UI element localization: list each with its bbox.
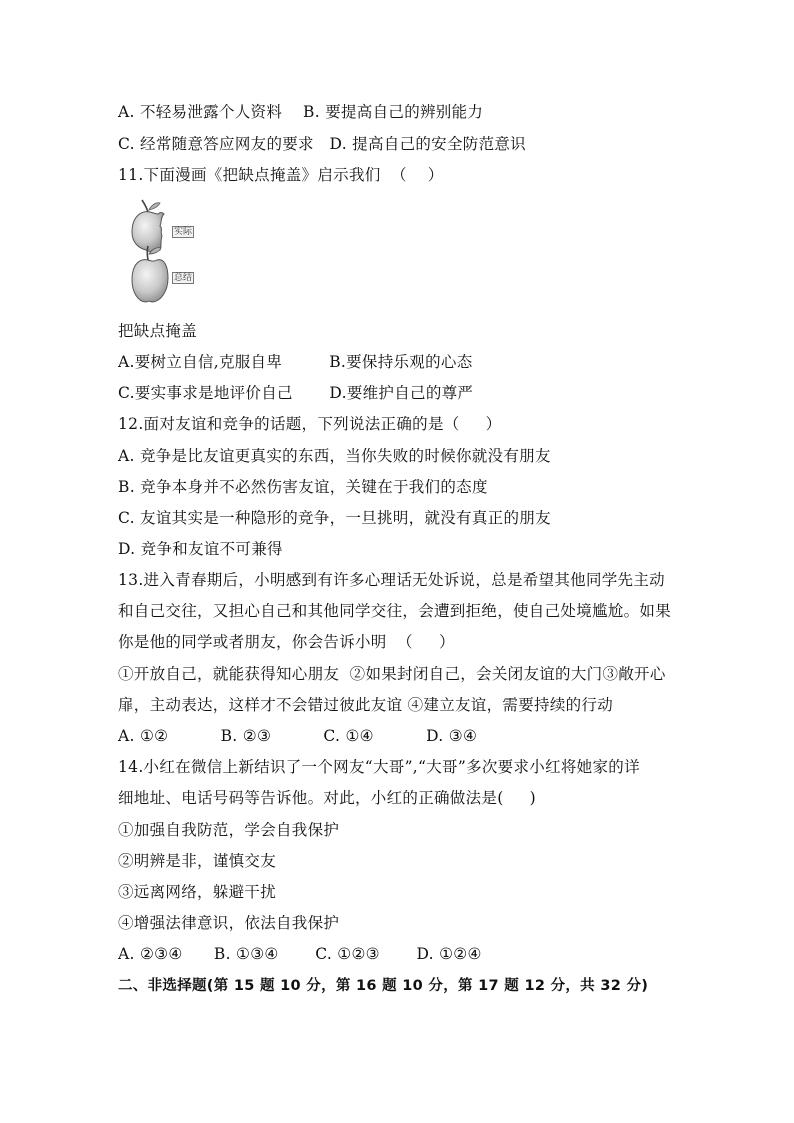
actual-label: 实际: [174, 227, 193, 237]
q11-options-ab: A.要树立自信,克服自卑 B.要保持乐观的心态: [118, 353, 473, 371]
q12-option-a: A. 竞争是比友谊更真实的东西，当你失败的时候你就没有朋友: [118, 447, 551, 465]
q14-statement-4: ④增强法律意识，依法自我保护: [118, 914, 340, 932]
q14-stem-line2: 细地址、电话号码等告诉他。对此，小红的正确做法是( ): [118, 789, 537, 807]
q13-options: A. ①② B. ②③ C. ①④ D. ③④: [118, 727, 478, 745]
section-2-heading: 二、非选择题(第 15 题 10 分，第 16 题 10 分，第 17 题 12 分，共 32 分): [118, 978, 649, 994]
q13-stem-line1: 13.进入青春期后，小明感到有许多心理话无处诉说，总是希望其他同学先主动: [118, 571, 665, 589]
apple-cartoon-image: [126, 198, 206, 310]
q11-options-cd: C.要实事求是地评价自己 D.要维护自己的尊严: [118, 384, 474, 402]
q10-options-cd: C. 经常随意答应网友的要求 D. 提高自己的安全防范意识: [118, 135, 526, 153]
summary-label: 总结: [174, 273, 193, 283]
q14-stem-line1: 14.小红在微信上新结识了一个网友“大哥”,“大哥”多次要求小红将她家的详: [118, 758, 640, 776]
q12-option-d: D. 竞争和友谊不可兼得: [118, 540, 283, 558]
q11-stem: 11.下面漫画《把缺点掩盖》启示我们 （ ）: [118, 166, 444, 184]
q13-stem-line3: 你是他的同学或者朋友，你会告诉小明 （ ）: [118, 633, 455, 651]
q14-statement-2: ②明辨是非，谨慎交友: [118, 852, 277, 870]
q12-option-b: B. 竞争本身并不必然伤害友谊，关键在于我们的态度: [118, 478, 488, 496]
q12-option-c: C. 友谊其实是一种隐形的竞争，一旦挑明，就没有真正的朋友: [118, 509, 551, 527]
q13-stem-line2: 和自己交往，又担心自己和其他同学交往，会遭到拒绝，使自己处境尴尬。如果: [118, 602, 672, 620]
cartoon-caption: 把缺点掩盖: [118, 322, 198, 340]
apple-icon: [126, 198, 206, 310]
q14-options: A. ②③④ B. ①③④ C. ①②③ D. ①②④: [118, 945, 482, 963]
q14-statement-1: ①加强自我防范，学会自我保护: [118, 821, 340, 839]
q13-statements-line2: 扉，主动表达，这样才不会错过彼此友谊 ④建立友谊，需要持续的行动: [118, 696, 614, 714]
q12-stem: 12.面对友谊和竞争的话题，下列说法正确的是（ ）: [118, 415, 502, 433]
q10-options-ab: A. 不轻易泄露个人资料 B. 要提高自己的辨别能力: [118, 103, 484, 121]
q13-statements-line1: ①开放自己，就能获得知心朋友 ②如果封闭自己，会关闭友谊的大门③敞开心: [118, 665, 666, 683]
q14-statement-3: ③远离网络，躲避干扰: [118, 883, 277, 901]
